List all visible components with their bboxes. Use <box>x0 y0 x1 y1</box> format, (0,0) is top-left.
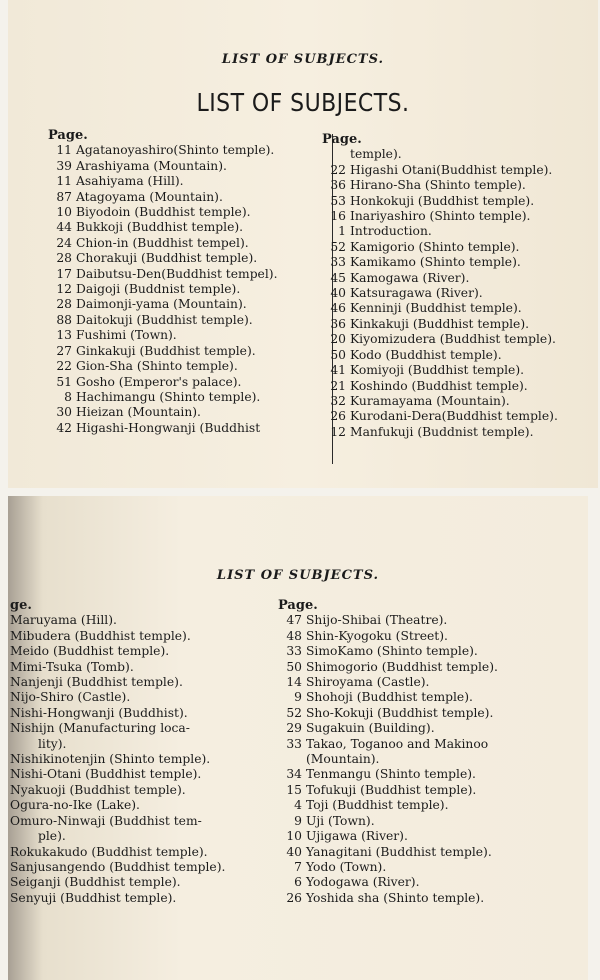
subject-text: Kuramayama (Mountain). <box>350 393 510 408</box>
index-entry <box>10 660 225 675</box>
page-number: 39 <box>56 158 72 173</box>
subject-text: Sugakuin (Building). <box>306 721 435 736</box>
index-entry <box>322 379 558 394</box>
subject-text: Ujigawa (River). <box>306 829 408 844</box>
index-entry <box>48 251 277 266</box>
index-entry <box>278 629 498 644</box>
page-number: 33 <box>330 255 346 270</box>
subject-text: Sho-Kokuji (Buddhist temple). <box>306 705 494 720</box>
subject-text: lity). <box>38 736 67 751</box>
index-entry <box>278 783 498 798</box>
subject-text: Atagoyama (Mountain). <box>76 189 223 204</box>
page-number: 27 <box>56 343 72 358</box>
page-number: 45 <box>330 270 346 285</box>
subject-text: Omuro-Ninwaji (Buddhist tem- <box>10 813 202 828</box>
page-number: 17 <box>56 266 72 281</box>
subject-text: Nishikinotenjin (Shinto temple). <box>10 752 211 767</box>
index-entry <box>278 737 498 752</box>
subject-text: Komiyoji (Buddhist temple). <box>350 363 525 378</box>
subject-text: Fushimi (Town). <box>76 328 177 343</box>
subject-text: Arashiyama (Mountain). <box>76 158 227 173</box>
subject-text: Bukkoji (Buddhist temple). <box>76 220 244 235</box>
subject-text: Seiganji (Buddhist temple). <box>10 875 181 890</box>
index-column-left <box>10 598 225 906</box>
subject-text: Higashi Otani(Buddhist temple). <box>350 162 553 177</box>
page-number: 40 <box>286 844 302 859</box>
subject-text: Agatanoyashiro(Shinto temple). <box>76 143 275 158</box>
page-number: 22 <box>330 162 346 177</box>
subject-text: Shin-Kyogoku (Street). <box>306 628 448 643</box>
index-entry <box>48 190 277 205</box>
page-number: 8 <box>64 389 72 404</box>
subject-text: Yodo (Town). <box>306 859 387 874</box>
page-number: 10 <box>56 205 72 220</box>
index-entry <box>278 721 498 736</box>
subject-text: Toji (Buddhist temple). <box>306 798 449 813</box>
page-number: 26 <box>330 409 346 424</box>
index-entry <box>278 891 498 906</box>
subject-text: Kamikamo (Shinto temple). <box>350 255 521 270</box>
page-number: 48 <box>286 628 302 643</box>
index-entry <box>10 737 225 752</box>
index-entry <box>10 829 225 844</box>
subject-text: Meido (Buddhist temple). <box>10 644 170 659</box>
subject-text: Higashi-Hongwanji (Buddhist <box>76 420 261 435</box>
index-entry <box>48 297 277 312</box>
index-entry <box>48 344 277 359</box>
subject-text: Kamigorio (Shinto temple). <box>350 239 520 254</box>
subject-text: Takao, Toganoo and Makinoo <box>306 736 489 751</box>
page-number: 21 <box>330 378 346 393</box>
index-entry <box>48 267 277 282</box>
subject-text: Nyakuoji (Buddhist temple). <box>10 782 186 797</box>
index-entry <box>322 409 558 424</box>
subject-text: Ginkakuji (Buddhist temple). <box>76 343 256 358</box>
index-entry <box>48 205 277 220</box>
subject-text: ple). <box>38 829 66 844</box>
page-number: 46 <box>330 301 346 316</box>
index-entry <box>322 209 558 224</box>
index-entry <box>278 675 498 690</box>
index-entry <box>322 425 558 440</box>
subject-text: Nishijn (Manufacturing loca- <box>10 721 190 736</box>
index-entry <box>48 359 277 374</box>
index-entry <box>322 301 558 316</box>
subject-text: Gion-Sha (Shinto temple). <box>76 359 238 374</box>
subject-text: Gosho (Emperor's palace). <box>76 374 242 389</box>
page-number: 15 <box>286 782 302 797</box>
index-entry <box>10 690 225 705</box>
index-entry <box>10 752 225 767</box>
subject-text: Tofukuji (Buddhist temple). <box>306 782 477 797</box>
page-number: 29 <box>286 721 302 736</box>
subject-text: Hirano-Sha (Shinto temple). <box>350 178 526 193</box>
page-number: 52 <box>286 705 302 720</box>
index-entry <box>278 814 498 829</box>
column-header: ge. <box>10 598 32 613</box>
subject-text: Nanjenji (Buddhist temple). <box>10 675 183 690</box>
subject-text: Hachimangu (Shinto temple). <box>76 389 261 404</box>
subject-text: Kurodani-Dera(Buddhist temple). <box>350 409 558 424</box>
index-entry <box>10 845 225 860</box>
index-entry <box>10 613 225 628</box>
page-number: 42 <box>56 420 72 435</box>
subject-text: Mimi-Tsuka (Tomb). <box>10 659 134 674</box>
page-number: 44 <box>56 220 72 235</box>
index-entry <box>322 348 558 363</box>
page-number: 11 <box>56 174 72 189</box>
subject-text: Shiroyama (Castle). <box>306 675 430 690</box>
subject-text: Hieizan (Mountain). <box>76 405 201 420</box>
page-number: 4 <box>294 798 302 813</box>
index-entry <box>48 236 277 251</box>
column-header: Page. <box>322 132 362 147</box>
subject-text: Ogura-no-Ike (Lake). <box>10 798 140 813</box>
subject-text: Rokukakudo (Buddhist temple). <box>10 844 208 859</box>
index-entry <box>322 317 558 332</box>
page-number: 50 <box>330 347 346 362</box>
page-number: 9 <box>294 813 302 828</box>
column-header: Page. <box>48 128 88 143</box>
index-entry <box>278 706 498 721</box>
page-number: 13 <box>56 328 72 343</box>
subject-text: Introduction. <box>350 224 432 239</box>
index-entry <box>322 240 558 255</box>
subject-text: Uji (Town). <box>306 813 375 828</box>
subject-text: Senyuji (Buddhist temple). <box>10 890 177 905</box>
index-column-right <box>278 598 498 906</box>
subject-text: Kenninji (Buddhist temple). <box>350 301 522 316</box>
subject-text: Daigoji (Buddnist temple). <box>76 282 241 297</box>
index-entry <box>322 224 558 239</box>
page-number: 41 <box>330 363 346 378</box>
index-entry <box>10 860 225 875</box>
subject-text: Chorakuji (Buddhist temple). <box>76 251 258 266</box>
page-number: 14 <box>286 675 302 690</box>
subject-text: Yoshida sha (Shinto temple). <box>306 890 485 905</box>
index-entry <box>278 690 498 705</box>
index-column-left <box>48 128 277 436</box>
subject-text: (Mountain). <box>306 752 380 767</box>
index-entry <box>48 313 277 328</box>
index-entry <box>322 178 558 193</box>
index-entry <box>278 875 498 890</box>
page-number: 10 <box>286 829 302 844</box>
index-entry <box>10 783 225 798</box>
page-number: 33 <box>286 644 302 659</box>
page-number: 26 <box>286 890 302 905</box>
index-entry <box>48 220 277 235</box>
page-number: 11 <box>56 143 72 158</box>
subject-text: Maruyama (Hill). <box>10 613 117 628</box>
index-entry <box>10 814 225 829</box>
index-entry <box>48 159 277 174</box>
page-number: 20 <box>330 332 346 347</box>
page-number: 53 <box>330 193 346 208</box>
subject-text: Katsuragawa (River). <box>350 286 483 301</box>
page-number: 33 <box>286 736 302 751</box>
index-entry <box>278 829 498 844</box>
subject-text: Shohoji (Buddhist temple). <box>306 690 473 705</box>
subject-text: Nishi-Hongwanji (Buddhist). <box>10 705 188 720</box>
page-number: 6 <box>294 875 302 890</box>
index-entry <box>48 390 277 405</box>
index-entry <box>48 375 277 390</box>
subject-text: Kiyomizudera (Buddhist temple). <box>350 332 556 347</box>
page-number: 28 <box>56 251 72 266</box>
page-number: 36 <box>330 316 346 331</box>
subject-text: Yodogawa (River). <box>306 875 420 890</box>
page-number: 87 <box>56 189 72 204</box>
subject-text: Nishi-Otani (Buddhist temple). <box>10 767 202 782</box>
subject-text: Daitokuji (Buddhist temple). <box>76 312 253 327</box>
subject-text: Shimogorio (Buddhist temple). <box>306 659 498 674</box>
index-entry <box>322 363 558 378</box>
subject-text: Kinkakuji (Buddhist temple). <box>350 316 530 331</box>
index-column-right <box>322 132 558 440</box>
index-entry <box>10 767 225 782</box>
index-entry <box>322 255 558 270</box>
page-number: 24 <box>56 235 72 250</box>
subject-text: Daimonji-yama (Mountain). <box>76 297 247 312</box>
index-entry <box>278 613 498 628</box>
page-number: 40 <box>330 286 346 301</box>
subject-text: Inariyashiro (Shinto temple). <box>350 209 531 224</box>
index-entry <box>278 845 498 860</box>
index-entry <box>278 767 498 782</box>
page-number: 36 <box>330 178 346 193</box>
index-entry <box>48 405 277 420</box>
page-number: 9 <box>294 690 302 705</box>
index-entry <box>48 421 277 436</box>
subject-text: Mibudera (Buddhist temple). <box>10 628 191 643</box>
index-entry <box>10 875 225 890</box>
subject-text: Koshindo (Buddhist temple). <box>350 378 528 393</box>
index-entry <box>10 721 225 736</box>
page-number: 12 <box>330 424 346 439</box>
subject-text: Sanjusangendo (Buddhist temple). <box>10 859 226 874</box>
subject-text: Kamogawa (River). <box>350 270 470 285</box>
page-number: 88 <box>56 312 72 327</box>
subject-text: Shijo-Shibai (Theatre). <box>306 613 448 628</box>
index-entry <box>10 891 225 906</box>
index-entry <box>10 798 225 813</box>
subject-text: Daibutsu-Den(Buddhist tempel). <box>76 266 278 281</box>
page-number: 52 <box>330 239 346 254</box>
subject-text: Asahiyama (Hill). <box>76 174 184 189</box>
index-entry <box>278 660 498 675</box>
page-number: 32 <box>330 393 346 408</box>
page-number: 7 <box>294 859 302 874</box>
page-title: LIST OF SUBJECTS. <box>196 88 410 117</box>
page-number: 47 <box>286 613 302 628</box>
page-number: 28 <box>56 297 72 312</box>
index-entry <box>278 644 498 659</box>
index-entry <box>278 798 498 813</box>
index-entry <box>10 675 225 690</box>
index-entry <box>10 644 225 659</box>
running-head: LIST OF SUBJECTS. <box>216 568 380 583</box>
page-number: 30 <box>56 405 72 420</box>
index-entry <box>322 332 558 347</box>
index-entry <box>10 629 225 644</box>
index-entry <box>48 174 277 189</box>
index-entry <box>322 194 558 209</box>
page-number: 50 <box>286 659 302 674</box>
index-entry <box>10 706 225 721</box>
subject-text: Honkokuji (Buddhist temple). <box>350 193 535 208</box>
index-entry <box>48 282 277 297</box>
subject-text: Yanagitani (Buddhist temple). <box>306 844 492 859</box>
running-head: LIST OF SUBJECTS. <box>221 52 385 67</box>
index-entry <box>48 328 277 343</box>
page-number: 1 <box>338 224 346 239</box>
page-number: 16 <box>330 209 346 224</box>
page-number: 22 <box>56 359 72 374</box>
index-entry <box>278 752 498 767</box>
subject-text: Chion-in (Buddhist tempel). <box>76 235 249 250</box>
subject-text: Tenmangu (Shinto temple). <box>306 767 476 782</box>
page-number: 34 <box>286 767 302 782</box>
index-entry <box>322 286 558 301</box>
index-entry <box>322 147 558 162</box>
index-entry <box>278 860 498 875</box>
subject-text: temple). <box>350 147 402 162</box>
index-entry <box>322 163 558 178</box>
page-number: 51 <box>56 374 72 389</box>
subject-text: SimoKamo (Shinto temple). <box>306 644 478 659</box>
subject-text: Kodo (Buddhist temple). <box>350 347 502 362</box>
subject-text: Biyodoin (Buddhist temple). <box>76 205 251 220</box>
subject-text: Manfukuji (Buddnist temple). <box>350 424 534 439</box>
index-entry <box>48 143 277 158</box>
index-entry <box>322 394 558 409</box>
index-entry <box>322 271 558 286</box>
page-number: 12 <box>56 282 72 297</box>
column-header: Page. <box>278 598 318 613</box>
subject-text: Nijo-Shiro (Castle). <box>10 690 131 705</box>
